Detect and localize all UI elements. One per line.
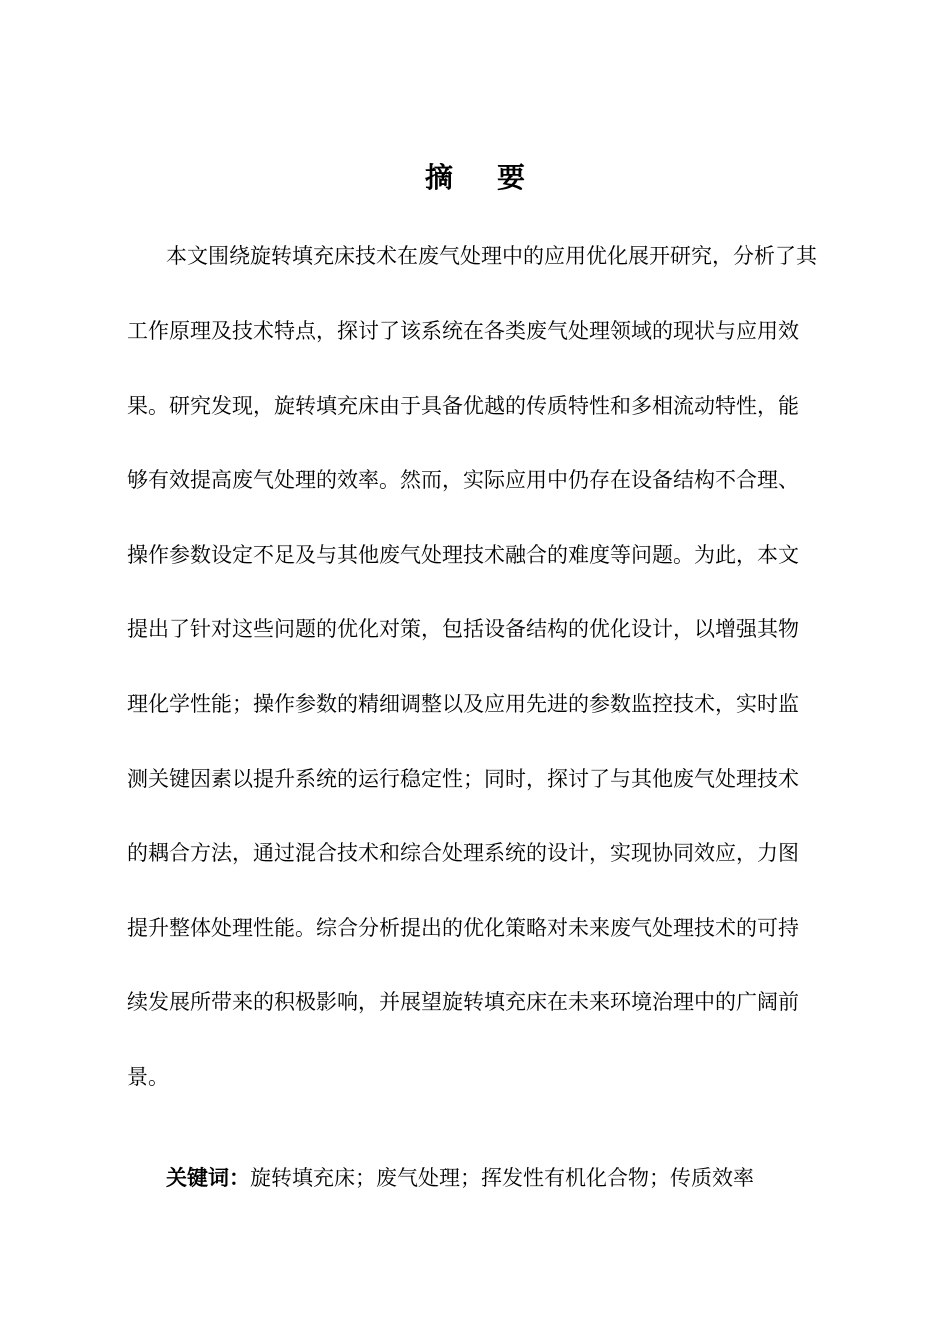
abstract-line-7: 理化学性能；操作参数的精细调整以及应用先进的参数监控技术，实时监	[127, 692, 799, 716]
abstract-line-5: 操作参数设定不足及与其他废气处理技术融合的难度等问题。为此，本文	[127, 543, 799, 567]
keywords-line	[166, 1163, 754, 1193]
abstract-line-6: 提出了针对这些问题的优化对策，包括设备结构的优化设计，以增强其物	[127, 617, 799, 641]
abstract-line-8: 测关键因素以提升系统的运行稳定性；同时，探讨了与其他废气处理技术	[127, 767, 799, 791]
keywords-text: 旋转填充床；废气处理；挥发性有机化合物；传质效率	[250, 1166, 754, 1190]
abstract-line-1: 本文围绕旋转填充床技术在废气处理中的应用优化展开研究，分析了其	[166, 244, 817, 268]
abstract-line-2: 工作原理及技术特点，探讨了该系统在各类废气处理领域的现状与应用效	[127, 319, 799, 343]
abstract-line-12: 景。	[127, 1065, 169, 1089]
abstract-line-3: 果。研究发现，旋转填充床由于具备优越的传质特性和多相流动特性，能	[127, 394, 799, 418]
keywords-label: 关键词：	[166, 1166, 250, 1190]
abstract-line-4: 够有效提高废气处理的效率。然而，实际应用中仍存在设备结构不合理、	[127, 468, 799, 492]
abstract-line-9: 的耦合方法，通过混合技术和综合处理系统的设计，实现协同效应，力图	[127, 841, 799, 865]
abstract-line-11: 续发展所带来的积极影响，并展望旋转填充床在未来环境治理中的广阔前	[127, 990, 799, 1014]
abstract-line-10: 提升整体处理性能。综合分析提出的优化策略对未来废气处理技术的可持	[127, 916, 799, 940]
abstract-title: 摘要	[424, 161, 569, 194]
